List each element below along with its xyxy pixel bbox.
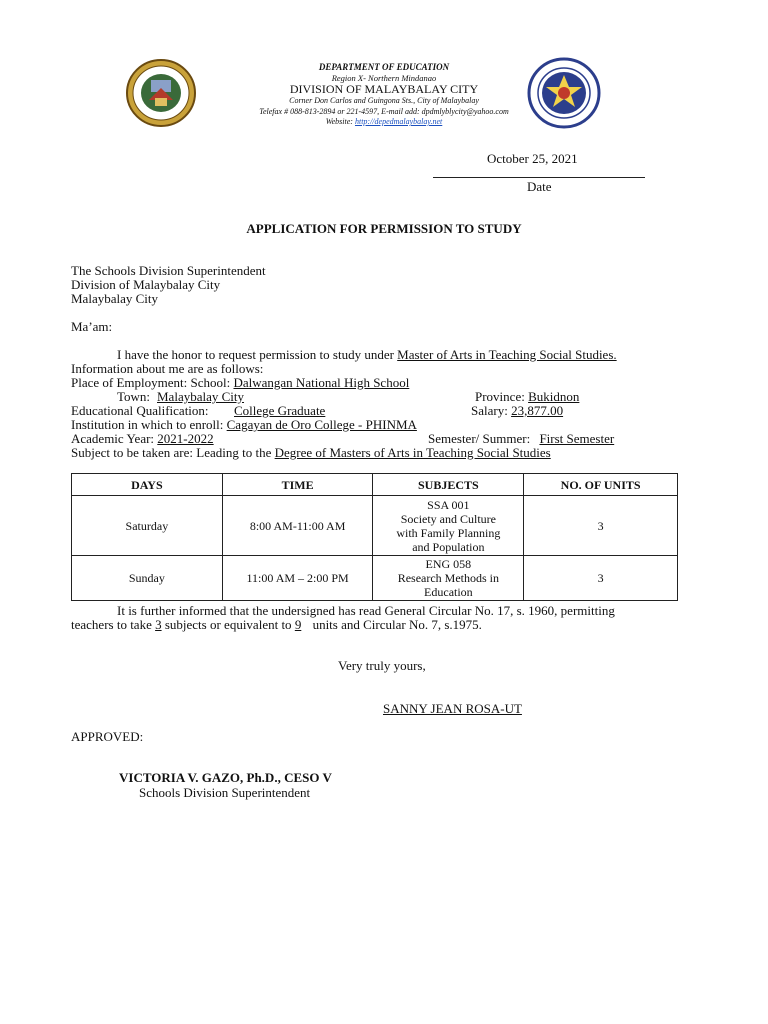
date-label: Date — [527, 179, 552, 194]
semester-row — [428, 432, 614, 446]
program-name: Master of Arts in Teaching Social Studies. — [397, 347, 617, 362]
day-cell: Saturday — [72, 496, 223, 556]
employment-row — [71, 376, 409, 390]
intro-line-2: Information about me are as follows: — [71, 361, 264, 376]
division-name: DIVISION OF MALAYBALAY CITY — [289, 82, 479, 96]
circular-text: subjects or equivalent to — [164, 617, 292, 632]
province-row — [475, 390, 579, 404]
date-value: October 25, 2021 — [487, 151, 578, 166]
school-value: Dalwangan National High School — [233, 375, 410, 390]
office-address: Corner Don Carlos and Guingona Sts., City of Malaybalay — [289, 96, 479, 105]
schedule-table — [71, 473, 678, 601]
column-header: TIME — [222, 474, 373, 496]
circular-text: units and Circular No. 7, s.1975. — [312, 617, 482, 632]
degree-value: Degree of Masters of Arts in Teaching Social Studies — [274, 445, 551, 460]
table-row — [72, 496, 678, 556]
department-name: DEPARTMENT OF EDUCATION — [318, 62, 450, 72]
institution-row — [71, 418, 417, 432]
table-header-row — [72, 474, 678, 496]
contact-info: Telefax # 088-813-2894 or 221-4597, E-mail add: dpdmlyblycity@yahoo.com — [259, 106, 509, 116]
column-header: SUBJECTS — [373, 474, 524, 496]
province-value: Bukidnon — [528, 389, 580, 404]
region-name: Region X- Northern Mindanao — [331, 72, 437, 83]
time-cell: 11:00 AM – 2:00 PM — [222, 556, 373, 601]
subject-cell — [373, 556, 524, 601]
subject-label: Subject to be taken are: Leading to the — [71, 445, 272, 460]
institution-label: Institution in which to enroll: — [71, 417, 224, 432]
website-link[interactable]: http://depedmalaybalay.net — [354, 117, 443, 126]
salary-row — [471, 404, 563, 418]
subject-line: and Population — [412, 539, 485, 554]
subject-line: Education — [424, 585, 473, 599]
qualification-label: Educational Qualification: — [71, 403, 209, 418]
salutation: Ma’am: — [71, 319, 113, 334]
subject-line: Society and Culture — [400, 511, 497, 526]
column-header: NO. OF UNITS — [524, 474, 678, 496]
addressee-line: The Schools Division Superintendent — [71, 263, 266, 278]
subject-row — [71, 446, 551, 460]
intro-text: I have the honor to request permission to study under — [117, 347, 394, 362]
intro-line — [117, 348, 617, 362]
website-label: Website: — [325, 117, 353, 126]
addressee-line: Malaybalay City — [71, 291, 159, 306]
circular-line-2 — [71, 618, 482, 632]
province-label: Province: — [475, 389, 525, 404]
salary-value: 23,877.00 — [511, 403, 564, 418]
year-value: 2021-2022 — [157, 431, 214, 446]
day-cell: Sunday — [72, 556, 223, 601]
table-row — [72, 556, 678, 601]
salary-label: Salary: — [471, 403, 508, 418]
institution-value: Cagayan de Oro College - PHINMA — [226, 417, 417, 432]
qualification-value: College Graduate — [234, 403, 326, 418]
subjects-count: 3 — [155, 617, 162, 632]
date-line — [433, 177, 645, 178]
subject-cell — [373, 496, 524, 556]
addressee-line: Division of Malaybalay City — [71, 277, 221, 292]
year-row — [71, 432, 214, 446]
town-value: Malaybalay City — [157, 389, 245, 404]
units-count: 9 — [294, 617, 302, 632]
circular-line-1: It is further informed that the undersigned has read General Circular No. 17, s. 1960, permitting — [117, 603, 615, 618]
circular-text: teachers to take — [71, 617, 152, 632]
subject-line: with Family Planning — [396, 525, 501, 540]
town-label: Town: — [117, 389, 151, 404]
letterhead — [200, 62, 568, 128]
units-cell: 3 — [524, 496, 678, 556]
time-cell: 8:00 AM-11:00 AM — [222, 496, 373, 556]
semester-label: Semester/ Summer: — [428, 431, 531, 446]
deped-division-seal — [125, 58, 197, 128]
column-header: DAYS — [72, 474, 223, 496]
website-line — [200, 117, 568, 128]
subject-line: ENG 058 — [425, 557, 472, 571]
closing: Very truly yours, — [338, 658, 426, 673]
subject-line: Research Methods in — [397, 571, 500, 585]
applicant-name: SANNY JEAN ROSA-UT — [383, 701, 522, 716]
subject-line: SSA 001 — [427, 497, 470, 512]
approver-title: Schools Division Superintendent — [139, 785, 311, 800]
document-title: APPLICATION FOR PERMISSION TO STUDY — [246, 221, 522, 236]
year-label: Academic Year: — [71, 431, 155, 446]
approver-name: VICTORIA V. GAZO, Ph.D., CESO V — [119, 770, 332, 785]
units-cell: 3 — [524, 556, 678, 601]
semester-value: First Semester — [539, 431, 615, 446]
addressee-block — [71, 264, 266, 306]
approved-label: APPROVED: — [71, 729, 144, 744]
employment-label: Place of Employment: School: — [71, 375, 231, 390]
